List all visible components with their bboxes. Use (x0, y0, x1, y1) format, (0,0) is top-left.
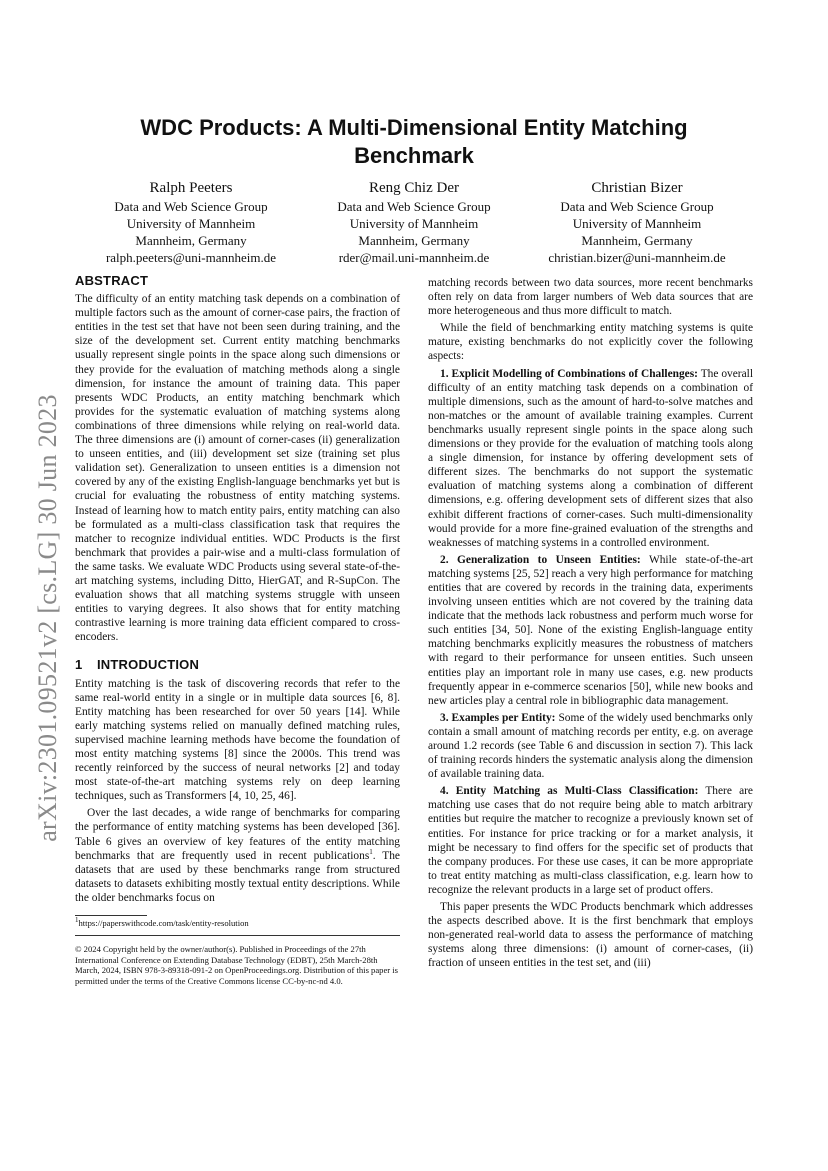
author-group: Data and Web Science Group (337, 199, 491, 214)
aspect-4 (428, 784, 753, 897)
aspect-lead: 2. Generalization to Unseen Entities: (440, 553, 641, 566)
footnote-url[interactable]: https://paperswithcode.com/task/entity-resolution (78, 918, 249, 929)
author-1 (80, 179, 302, 266)
author-university: University of Mannheim (572, 216, 702, 231)
author-name: Reng Chiz Der (369, 180, 459, 196)
left-column (75, 274, 400, 986)
author-location: Mannheim, Germany (358, 233, 470, 248)
aspect-lead: 3. Examples per Entity: (440, 711, 556, 724)
aspect-text: While state-of-the-art matching systems [25, 52] reach a very high performance for matching entities that are covered by records in the training data, experiments involving unseen entities which are not covered by the training data indicate that the methods lack robustness and perform much worse for such entities [34, 50]. None of the existing English-language entity matching benchmarks explicitly measures the robustness of matchers with regard to their performance for unseen entities. Such unseen entities play an important role in many use cases, e.g. new products frequently appear in e-commerce scenarios [50], while new books and new articles play a central role in bibliographic data management. (428, 553, 753, 707)
author-name: Ralph Peeters (149, 180, 233, 196)
author-email: rder@mail.uni-mannheim.de (338, 250, 490, 265)
intro-paragraph-continued: matching records between two data sources, more recent benchmarks often rely on data from larger numbers of Web data sources that are more heterogeneous and thus more difficult to match. (428, 277, 753, 318)
aspect-text: There are matching use cases that do not require being able to match arbitrary entities but require the matcher to recognize a previously known set of entities. For instance for price tracking or for a market analysis, it might be necessary to find offers for the specific set of products that the company produces. For these use cases, it can be more appropriate to treat entity matching as multi-class classification, e.g. learn how to recognize the relevant products in a large set of product offers. (428, 785, 753, 896)
author-3 (526, 179, 748, 266)
aspect-lead: 1. Explicit Modelling of Combinations of Challenges: (440, 367, 698, 380)
intro-paragraph-1: Entity matching is the task of discovering records that refer to the same real-world entity in a single or in multiple data sources [6, 8]. Entity matching has been researched for over 50 years [14]. While early matching systems relied on manually defined matching rules, supervised machine learning methods have become the foundation of most entity matching systems [8] since the 2000s. This trend was recently reinforced by the success of neural networks [2] and today most state-of-the-art matching systems rely on deep learning techniques, such as Transformers [4, 10, 25, 46]. (75, 677, 400, 803)
section-title: INTRODUCTION (97, 657, 200, 673)
author-location: Mannheim, Germany (135, 233, 247, 248)
copyright-divider (75, 935, 400, 936)
author-university: University of Mannheim (349, 216, 479, 231)
intro-paragraph-2 (75, 806, 400, 905)
arxiv-stamp-text: arXiv:2301.09521v2 [cs.LG] 30 Jun 2023 (33, 394, 63, 842)
author-2 (303, 179, 525, 266)
copyright-notice: © 2024 Copyright held by the owner/author(s). Published in Proceedings of the 27th International Conference on Extending Database Technology (EDBT), 25th March-28th March, 2024, ISBN 978-3-89318-091-2 on OpenProceedings.org. Distribution of this paper is permitted under the terms of the Creative Commons license CC-by-nc-nd 4.0. (75, 944, 399, 986)
author-email: ralph.peeters@uni-mannheim.de (105, 250, 277, 265)
author-email: christian.bizer@uni-mannheim.de (548, 250, 726, 265)
author-university: University of Mannheim (126, 216, 256, 231)
aspect-text: The overall difficulty of an entity matching task depends on a combination of multiple dimensions, such as the amount of hard-to-solve matches and non-matches or the amount of available training examples. Current benchmarks usually represent single points in the space along such dimensions or they provide for the evaluation of matching tools along a single dimension, for instance by offering development sets of different sizes. The benchmarks do not support the systematic evaluation of matching systems along a combination of different dimensions, e.g. offering development sets of different sizes that also exhibit different fractions of corner-cases. Such multi-dimensionality would provide for a more fine-grained evaluation of the strengths and weaknesses of matching systems in a controlled environment. (428, 367, 753, 549)
aspect-text: Some of the widely used benchmarks only contain a small amount of matching records per entity, e.g. on average around 1.2 records (see Table 6 and discussion in section 7). This lack of training records hinders the systematic analysis along the dimension of available training data. (428, 711, 753, 781)
intro-p2-text: Over the last decades, a wide range of benchmarks for comparing the performance of entity matching systems has been developed [36]. Table 6 gives an overview of key features of the entity matching benchmarks that are frequently used in recent publications (75, 807, 400, 862)
aspect-2 (428, 553, 753, 708)
introduction-heading (75, 658, 400, 672)
abstract-text: The difficulty of an entity matching task depends on a combination of multiple factors such as the amount of corner-case pairs, the fraction of entities in the test set that have not been seen during training, and the size of the development set. Current entity matching benchmarks usually represent single points in the space along such dimensions or they provide for the evaluation of matching methods along a single dimension, for instance the amount of training data. This paper presents WDC Products, an entity matching benchmark which provides for the systematic evaluation of matching systems along combinations of three dimensions while relying on real-world data. The three dimensions are (i) amount of corner-cases (ii) generalization to unseen entities, and (iii) development set size (training set plus validation set). Generalization to unseen entities is a dimension not covered by any of the existing English-language benchmarks yet but is crucial for evaluating the robustness of entity matching systems. Instead of learning how to match entity pairs, entity matching can also be formulated as a multi-class classification task that requires the matcher to recognize individual entities. WDC Products is the first benchmark that provides a pair-wise and a multi-class formulation of the same tasks. We evaluate WDC Products using several state-of-the-art matching systems, including Ditto, HierGAT, and R-SupCon. The evaluation shows that all matching systems struggle with unseen entities to varying degrees. It also shows that for entity matching contrastive learning is more training data efficient compared to cross-encoders. (75, 293, 400, 644)
footnote-mark: 1 (75, 916, 79, 925)
footnote-ref: 1 (369, 847, 373, 856)
author-group: Data and Web Science Group (560, 199, 714, 214)
author-group: Data and Web Science Group (114, 199, 268, 214)
intro-final-paragraph: This paper presents the WDC Products benchmark which addresses the aspects described above. It is the first benchmark that employs non-generated real-world data to assess the performance of matching systems along three dimensions: (i) amount of corner-cases, (ii) fraction of unseen entities in the test set, and (iii) (428, 901, 753, 970)
aspect-1 (428, 367, 753, 550)
footnote-divider (75, 915, 147, 916)
footnote (75, 918, 400, 929)
abstract-heading: ABSTRACT (75, 273, 149, 288)
author-location: Mannheim, Germany (581, 233, 693, 248)
aspect-lead: 4. Entity Matching as Multi-Class Classification: (440, 785, 699, 798)
paper-title: WDC Products: A Multi-Dimensional Entity Matching Benchmark (140, 115, 688, 168)
arxiv-stamp (26, 368, 70, 868)
right-column (428, 276, 753, 971)
section-number: 1 (75, 657, 83, 673)
author-block (80, 179, 748, 266)
aspect-3 (428, 711, 753, 781)
author-name: Christian Bizer (591, 180, 683, 196)
aspects-intro: While the field of benchmarking entity matching systems is quite mature, existing benchmarks do not explicitly cover the following aspects: (428, 322, 753, 363)
intro-p2-text-cont: . The datasets that are used by these benchmarks range from structured datasets to datasets exhibiting mostly textual entity descriptions. While the older benchmarks focus on (75, 849, 400, 904)
